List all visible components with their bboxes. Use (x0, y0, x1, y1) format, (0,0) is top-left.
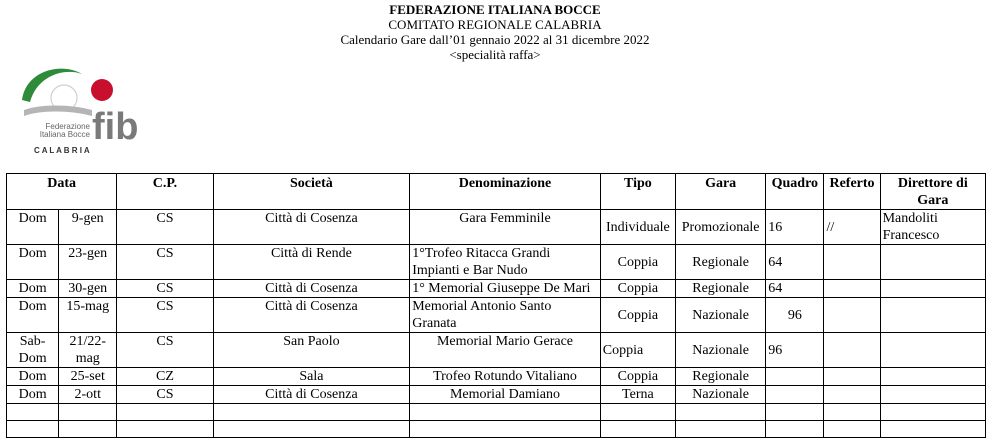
cell-giorno: Sab-Dom (7, 333, 59, 368)
empty-cell (824, 421, 880, 438)
cell-tipo: Coppia (600, 368, 675, 386)
cell-direttore (880, 333, 985, 368)
empty-cell (117, 404, 213, 421)
cell-gara: Nazionale (676, 298, 766, 333)
table-row (7, 280, 986, 298)
empty-cell (7, 404, 59, 421)
logo-federation-line2: Italiana Bocce (39, 130, 90, 139)
cell-referto (824, 368, 880, 386)
table-row (7, 210, 986, 245)
cell-gara: Promozionale (676, 210, 766, 245)
table-row (7, 245, 986, 280)
cell-data: 15-mag (59, 298, 117, 333)
cell-quadro: 16 (766, 210, 824, 245)
federation-title: FEDERAZIONE ITALIANA BOCCE (389, 2, 601, 17)
table-row (7, 386, 986, 404)
cell-gara: Nazionale (676, 386, 766, 404)
cell-direttore (880, 386, 985, 404)
cell-direttore (880, 245, 985, 280)
cell-cp: CS (117, 298, 213, 333)
cell-giorno: Dom (7, 210, 59, 245)
cell-giorno: Dom (7, 386, 59, 404)
cell-denominazione: Memorial Damiano (410, 386, 601, 404)
cell-societa: Città di Cosenza (213, 280, 410, 298)
empty-table-row (7, 404, 986, 421)
cell-societa: San Paolo (213, 333, 410, 368)
cell-referto: // (824, 210, 880, 245)
cell-data: 21/22-mag (59, 333, 117, 368)
cell-societa: Città di Cosenza (213, 386, 410, 404)
empty-table-row (7, 421, 986, 438)
header-referto: Referto (824, 174, 880, 210)
logo-grey-shadow (24, 106, 92, 117)
cell-quadro: 64 (766, 245, 824, 280)
cell-societa: Città di Rende (213, 245, 410, 280)
cell-direttore (880, 298, 985, 333)
table-row (7, 333, 986, 368)
cell-denominazione: Memorial Antonio Santo Granata (410, 298, 601, 333)
cell-tipo: Coppia (600, 298, 675, 333)
empty-cell (410, 404, 601, 421)
header-societa: Società (213, 174, 410, 210)
cell-giorno: Dom (7, 368, 59, 386)
header-gara: Gara (676, 174, 766, 210)
empty-cell (676, 421, 766, 438)
fib-calabria-logo (20, 64, 155, 156)
table-row (7, 298, 986, 333)
cell-gara: Regionale (676, 280, 766, 298)
cell-tipo: Coppia (600, 280, 675, 298)
cell-quadro (766, 386, 824, 404)
cell-quadro: 64 (766, 280, 824, 298)
cell-societa: Città di Cosenza (213, 298, 410, 333)
specialty-label: <specialità raffa> (449, 47, 541, 62)
cell-data: 9-gen (59, 210, 117, 245)
cell-quadro: 96 (766, 298, 824, 333)
empty-cell (600, 404, 675, 421)
cell-data: 30-gen (59, 280, 117, 298)
cell-referto (824, 245, 880, 280)
cell-giorno: Dom (7, 298, 59, 333)
cell-cp: CS (117, 386, 213, 404)
cell-cp: CZ (117, 368, 213, 386)
cell-gara: Regionale (676, 245, 766, 280)
cell-gara: Regionale (676, 368, 766, 386)
table-header-row (7, 174, 986, 210)
empty-cell (117, 421, 213, 438)
empty-cell (880, 421, 985, 438)
calendar-period: Calendario Gare dall’01 gennaio 2022 al 31 dicembre 2022 (340, 32, 650, 47)
cell-societa: Sala (213, 368, 410, 386)
cell-direttore (880, 280, 985, 298)
cell-cp: CS (117, 280, 213, 298)
header-data: Data (7, 174, 117, 210)
header-cp: C.P. (117, 174, 213, 210)
header-tipo: Tipo (600, 174, 675, 210)
empty-cell (880, 404, 985, 421)
empty-cell (766, 421, 824, 438)
cell-quadro: 96 (766, 333, 824, 368)
empty-cell (59, 404, 117, 421)
logo-region: C A L A B R I A (34, 146, 90, 155)
cell-giorno: Dom (7, 280, 59, 298)
empty-cell (410, 421, 601, 438)
cell-cp: CS (117, 245, 213, 280)
empty-cell (600, 421, 675, 438)
committee-title: COMITATO REGIONALE CALABRIA (388, 17, 602, 32)
empty-cell (213, 404, 410, 421)
cell-giorno: Dom (7, 245, 59, 280)
cell-referto (824, 298, 880, 333)
empty-cell (824, 404, 880, 421)
logo-red-ball (91, 79, 113, 101)
table-row (7, 368, 986, 386)
cell-gara: Nazionale (676, 333, 766, 368)
header-quadro: Quadro (766, 174, 824, 210)
cell-cp: CS (117, 333, 213, 368)
cell-denominazione: Gara Femminile (410, 210, 601, 245)
empty-cell (59, 421, 117, 438)
competition-calendar-table (6, 173, 986, 438)
cell-tipo: Individuale (600, 210, 675, 245)
cell-societa: Città di Cosenza (213, 210, 410, 245)
header-direttore: Direttore di Gara (880, 174, 985, 210)
header-denominazione: Denominazione (410, 174, 601, 210)
empty-cell (7, 421, 59, 438)
cell-data: 25-set (59, 368, 117, 386)
cell-referto (824, 280, 880, 298)
logo-fib-letters: fib (92, 106, 139, 148)
empty-cell (676, 404, 766, 421)
document-header (0, 2, 990, 62)
cell-denominazione: Memorial Mario Gerace (410, 333, 601, 368)
cell-quadro (766, 368, 824, 386)
empty-cell (766, 404, 824, 421)
cell-direttore (880, 368, 985, 386)
cell-tipo: Terna (600, 386, 675, 404)
cell-referto (824, 333, 880, 368)
empty-cell (213, 421, 410, 438)
cell-denominazione: 1° Memorial Giuseppe De Mari (410, 280, 601, 298)
cell-tipo: Coppia (600, 333, 675, 368)
cell-cp: CS (117, 210, 213, 245)
cell-data: 23-gen (59, 245, 117, 280)
cell-referto (824, 386, 880, 404)
cell-tipo: Coppia (600, 245, 675, 280)
cell-denominazione: Trofeo Rotundo Vitaliano (410, 368, 601, 386)
cell-denominazione: 1°Trofeo Ritacca Grandi Impianti e Bar Nudo (410, 245, 601, 280)
cell-direttore: Mandoliti Francesco (880, 210, 985, 245)
cell-data: 2-ott (59, 386, 117, 404)
logo-federation-line1: Federazione (45, 122, 90, 131)
